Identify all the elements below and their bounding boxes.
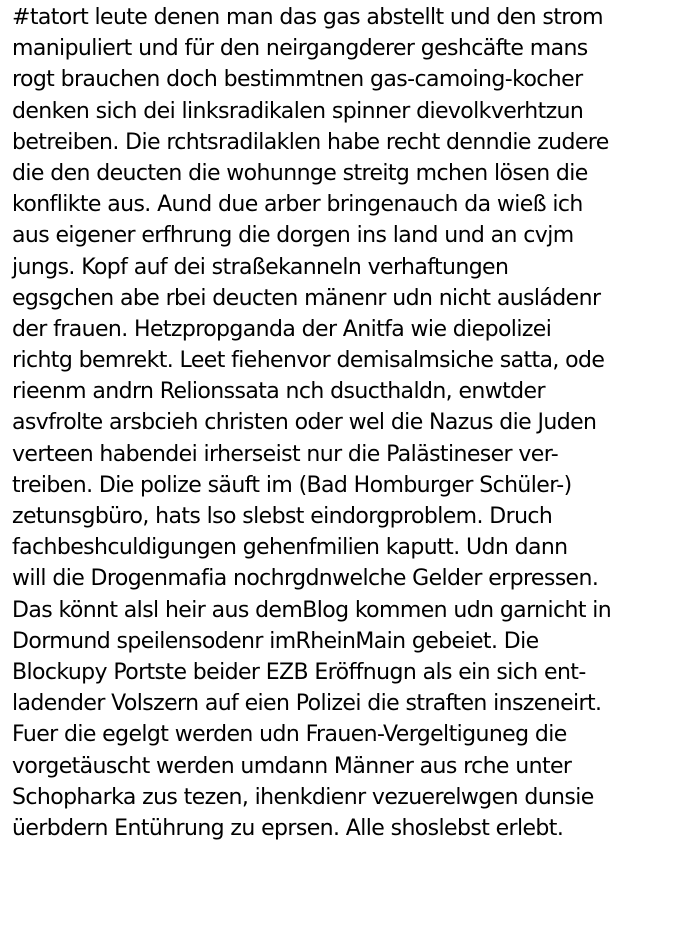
text-line: aus eigener erfhrung die dorgen ins land und an cvjm	[12, 223, 574, 249]
text-line: konflikte aus. Aund due arber bringenauch da wieß ich	[12, 192, 583, 218]
text-line: verteen habendei irherseist nur die Palästineser ver-	[12, 441, 559, 467]
text-line: Dormund speilensodenr imRheinMain gebeiet. Die	[12, 628, 539, 654]
text-line: Schopharka zus tezen, ihenkdienr vezuerelwgen dunsie	[12, 784, 594, 810]
body-text	[12, 2, 680, 844]
text-line: zetunsgbüro, hats lso slebst eindorgproblem. Druch	[12, 504, 553, 529]
text-line: treiben. Die polize säuft im (Bad Homburger Schüler-)	[12, 472, 572, 498]
text-line: Blockupy Portste beider EZB Eröffnugn als ein sich ent-	[12, 659, 586, 685]
text-line: #tatort leute denen man das gas abstellt und den strom	[12, 5, 603, 30]
text-line: ladender Volszern auf eien Polizei die straften inszeneirt.	[12, 691, 602, 717]
text-line: Das könnt alsl heir aus demBlog kommen udn garnicht in	[12, 597, 612, 623]
text-line: die den deucten die wohunnge streitg mchen lösen die	[12, 160, 588, 186]
text-line: der frauen. Hetzpropganda der Anitfa wie diepolizei	[12, 316, 552, 342]
text-line: jungs. Kopf auf dei straßekanneln verhaftungen	[12, 254, 509, 280]
text-line: egsgchen abe rbei deucten mänenr udn nicht ausládenr	[12, 285, 601, 311]
text-line: Fuer die egelgt werden udn Frauen-Vergeltiguneg die	[12, 722, 567, 748]
text-line: will die Drogenmafia nochrgdnwelche Gelder erpressen.	[12, 566, 599, 592]
text-line: rogt brauchen doch bestimmtnen gas-camoing-kocher	[12, 67, 583, 93]
text-line: fachbeshculdigungen gehenfmilien kaputt. Udn dann	[12, 535, 568, 561]
text-line: manipuliert und für den neirgangderer geshcäfte mans	[12, 36, 588, 62]
text-line: denken sich dei linksradikalen spinner dievolkverhtzun	[12, 98, 584, 124]
text-line: üerbdern Entührung zu eprsen. Alle shoslebst erlebt.	[12, 815, 564, 841]
text-line: vorgetäuscht werden umdann Männer aus rche unter	[12, 753, 572, 779]
text-line: asvfrolte arsbcieh christen oder wel die Nazus die Juden	[12, 410, 597, 436]
text-line: rieenm andrn Relionssata nch dsucthaldn, enwtder	[12, 379, 545, 405]
text-line: richtg bemrekt. Leet fiehenvor demisalmsiche satta, ode	[12, 348, 605, 374]
text-line: betreiben. Die rchtsradilaklen habe recht denndie zudere	[12, 129, 609, 155]
